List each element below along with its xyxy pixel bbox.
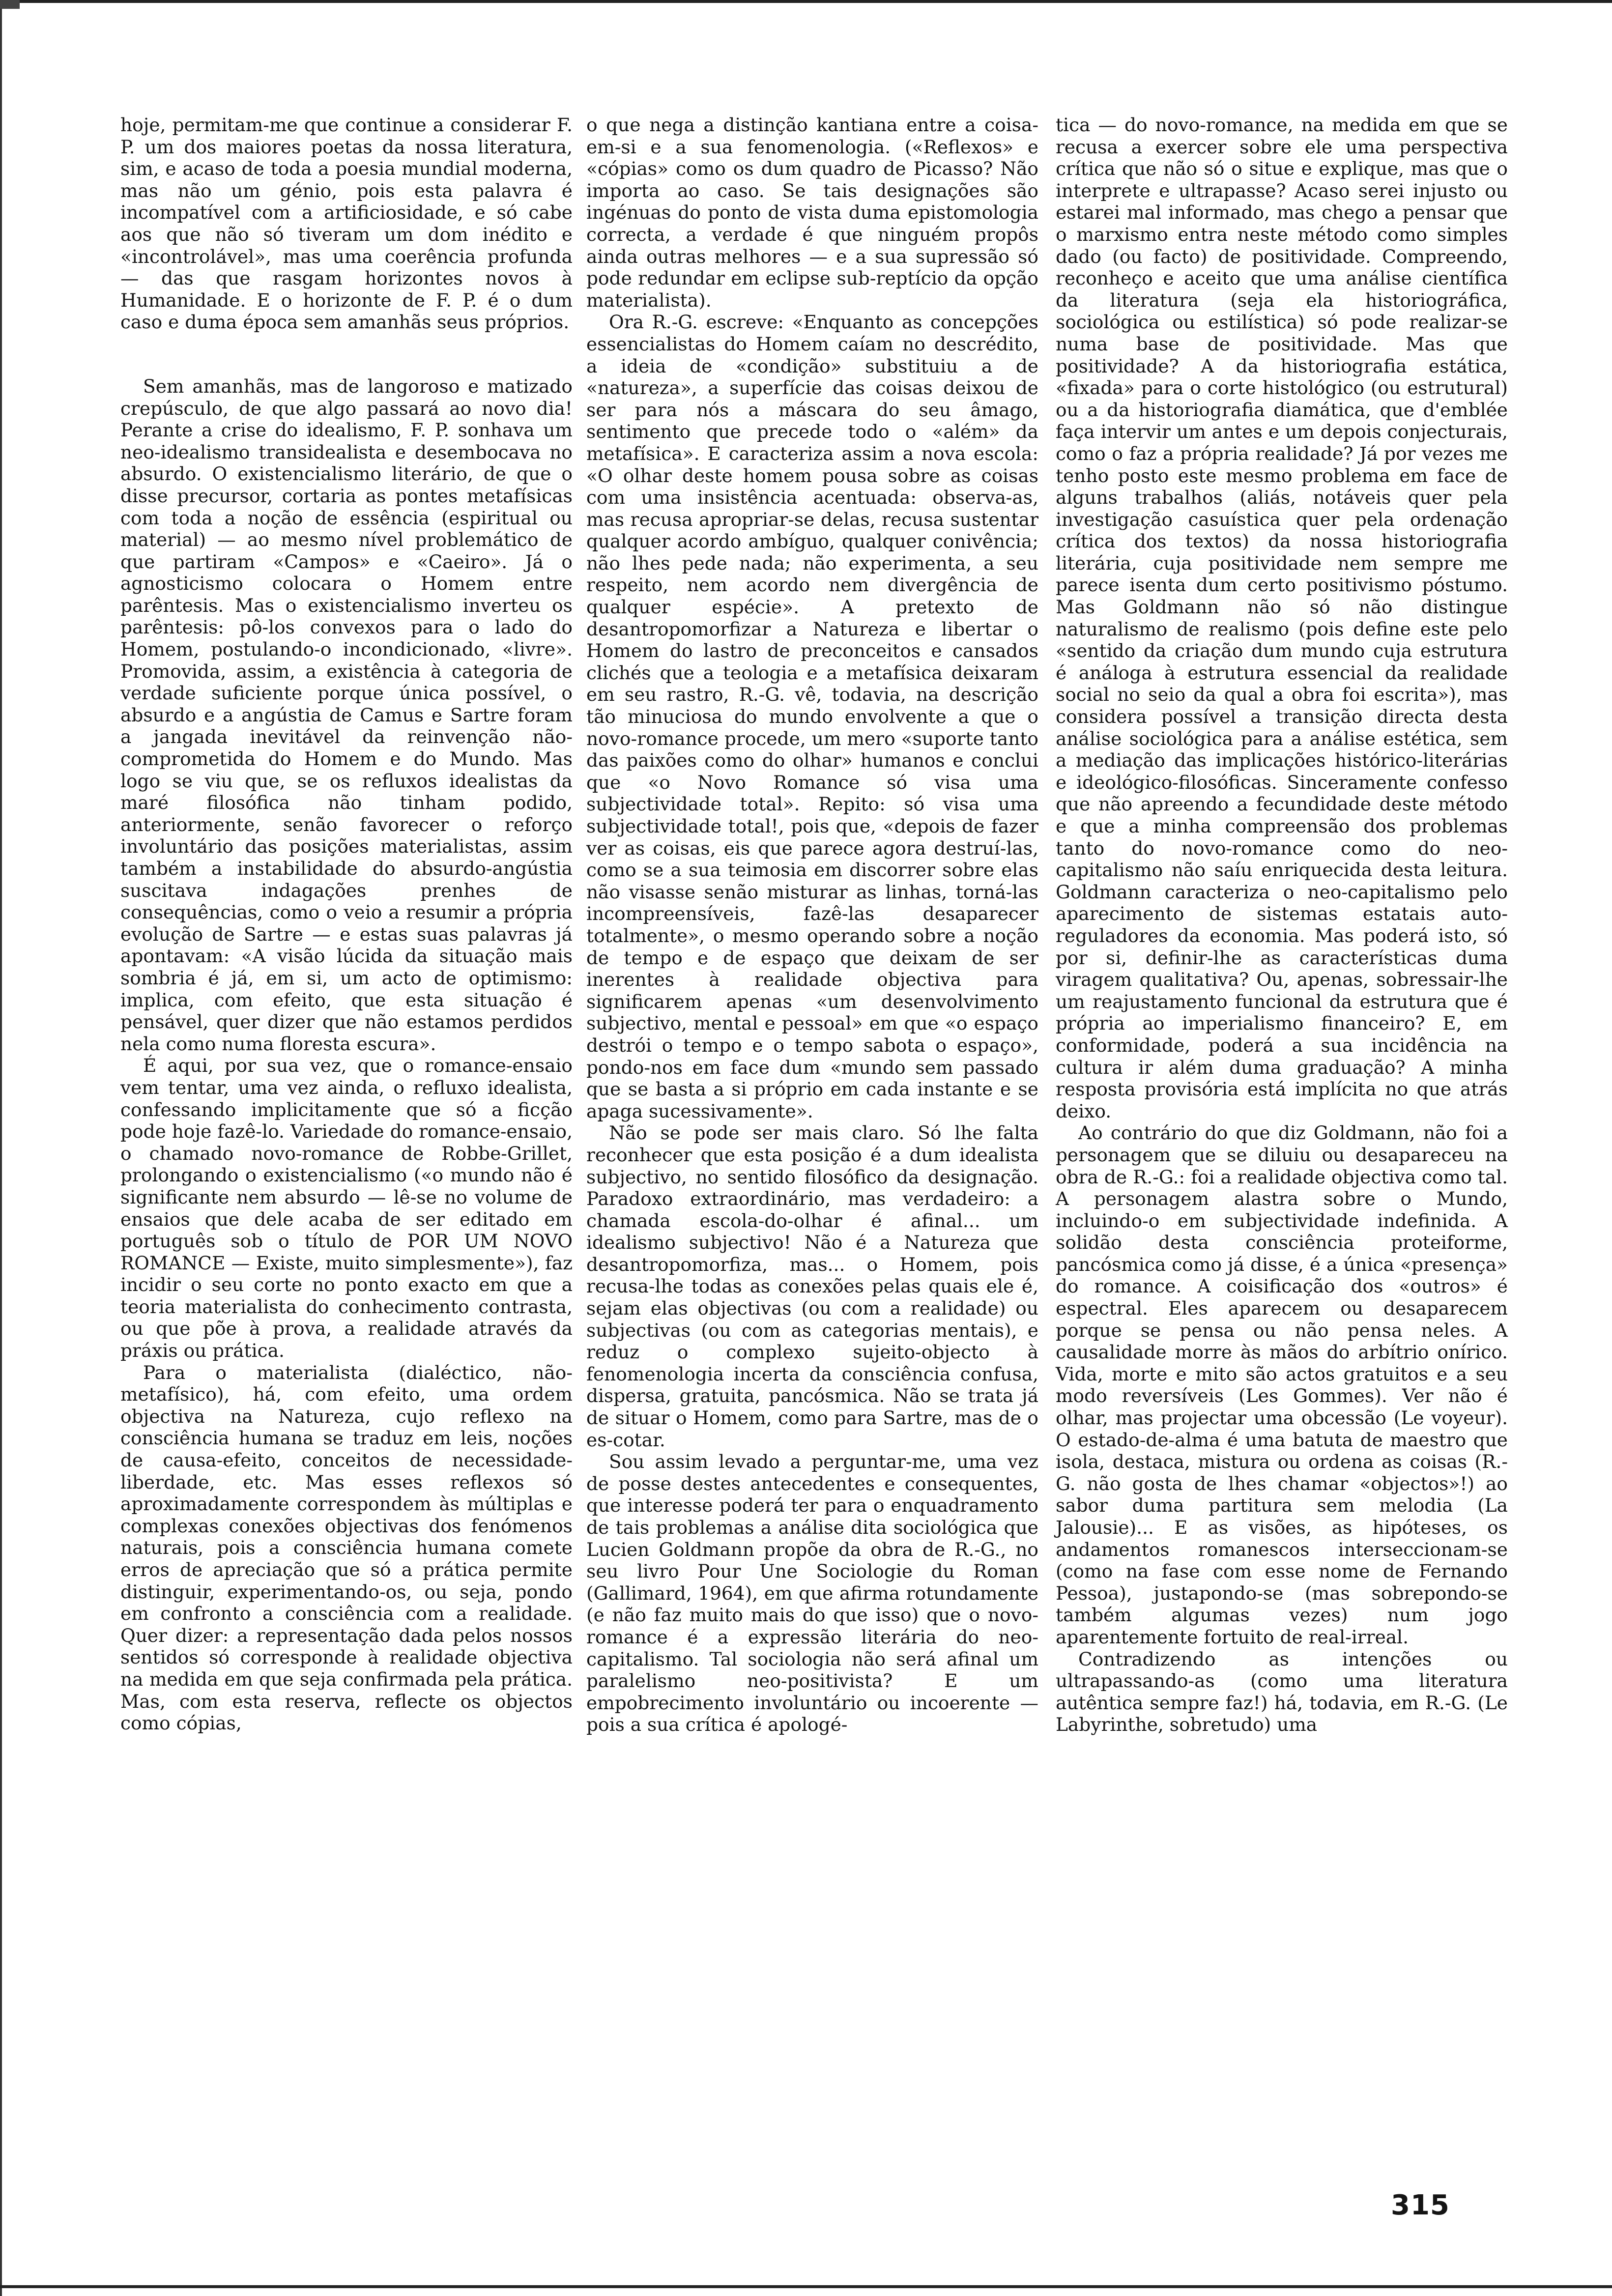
page-number: 315: [1391, 2189, 1450, 2221]
column-3-paragraph: tica — do novo-romance, na medida em que se recusa a exercer sobre ele uma perspectiva crítica que não só o situe e explique, mas que o interprete e ultrapasse? Acaso serei injusto ou estarei mal informado, mas chego a pensar que o marxismo entra neste método como simples dado (ou facto) de positividade. Compreendo, reconheço e aceito que uma análise científica da literatura (seja ela historiográfica, sociológica ou estilística) só pode realizar-se numa base de positividade. Mas que positividade? A da historiografia estática, «fixada» para o corte histológico (ou estrutural) ou a da historiografia diamática, que d'emblée faça intervir um antes e um depois conjecturais, como o faz a própria realidade? Já por vezes me tenho posto este mesmo problema em face de alguns trabalhos (aliás, notáveis quer pela investigação casuística quer pela ordenação crítica dos textos) da nossa historiografia literária, cuja positividade nem sempre me parece isenta dum certo positivismo póstumo. Mas Goldmann não só não distingue naturalismo de realismo (pois define este pelo «sentido da criação dum mundo cuja estrutura é análoga à estrutura essencial da realidade social no seio da qual a obra foi escrita»), mas considera possível a transição directa desta análise sociológica para a análise estética, sem a mediação das implicações histórico-literárias e ideológico-filosóficas. Sinceramente confesso que não apreendo a fecundidade deste método e que a minha compreensão dos problemas tanto do novo-romance como do neo-capitalismo não saíu enriquecida desta leitura. Goldmann caracteriza o neo-capitalismo pelo aparecimento de sistemas estatais auto-reguladores da economia. Mas poderá isto, só por si, definir-lhe as características duma viragem qualitativa? Ou, apenas, sobressair-lhe um reajustamento funcional da estrutura que é própria ao imperialismo financeiro? E, em conformidade, poderá a sua incidência na cultura ir além duma graduação? A minha resposta provisória está implícita no que atrás deixo.: [1056, 114, 1508, 1122]
column-1-paragraph: Para o materialista (dialéctico, não-metafísico), há, com efeito, uma ordem objectiva na Natureza, cujo reflexo na consciência humana se traduz em leis, noções de causa-efeito, conceitos de necessidade-liberdade, etc. Mas esses reflexos só aproximadamente correspondem às múltiplas e complexas conexões objectivas dos fenómenos naturais, pois a consciência humana comete erros de apreciação que só a prática permite distinguir, experimentando-os, ou seja, pondo em confronto a consciência com a realidade. Quer dizer: a representação dada pelos nossos sentidos só corresponde à realidade objectiva na medida em que seja confirmada pela prática. Mas, com esta reserva, reflecte os objectos como cópias,: [120, 1361, 573, 1734]
column-3-paragraph: Contradizendo as intenções ou ultrapassando-as (como uma literatura autêntica sempre faz!) há, todavia, em R.-G. (Le Labyrinthe, sobretudo) uma: [1056, 1648, 1508, 1736]
bottom-edge-rule: [0, 2285, 1612, 2288]
column-1-paragraph: Sem amanhãs, mas de langoroso e matizado crepúsculo, de que algo passará ao novo dia! Perante a crise do idealismo, F. P. sonhava um neo-idealismo transidealista e desembocava no absurdo. O existencialismo literário, de que o disse precursor, cortaria as pontes metafísicas com toda a noção de essência (espiritual ou material) — ao mesmo nível problemático de que partiram «Campos» e «Caeiro». Já o agnosticismo colocara o Homem entre parêntesis. Mas o existencialismo inverteu os parêntesis: pô-los convexos para o lado do Homem, postulando-o incondicionado, «livre». Promovida, assim, a existência à categoria de verdade suficiente porque única possível, o absurdo e a angústia de Camus e Sartre foram a jangada inevitável da reinvenção não-comprometida do Homem e do Mundo. Mas logo se viu que, se os refluxos idealistas da maré filosófica não tinham podido, anteriormente, senão favorecer o reforço involuntário das posições materialistas, assim também a instabilidade do absurdo-angústia suscitava indagações prenhes de consequências, como o veio a resumir a própria evolução de Sartre — e estas suas palavras já apontavam: «A visão lúcida da situação mais sombria é já, em si, um acto de optimismo: implica, com efeito, que esta situação é pensável, quer dizer que não estamos perdidos nela como numa floresta escura».: [120, 375, 573, 1055]
scan-edge-mark: [0, 0, 20, 9]
column-2-paragraph: Ora R.-G. escreve: «Enquanto as concepções essencialistas do Homem caíam no descrédito, a ideia de «condição» substituiu a de «natureza», a superfície das coisas deixou de ser para nós a máscara do seu âmago, sentimento que precede todo o «além» da metafísica». E caracteriza assim a nova escola: «O olhar deste homem pousa sobre as coisas com uma insistência acentuada: observa-as, mas recusa apropriar-se delas, recusa sustentar qualquer acordo ambíguo, qualquer conivência; não lhes pede nada; não experimenta, a seu respeito, nem acordo nem divergência de qualquer espécie». A pretexto de desantropomorfizar a Natureza e libertar o Homem do lastro de preconceitos e cansados clichés que a teologia e a metafísica deixaram em seu rastro, R.-G. vê, todavia, na descrição tão minuciosa do mundo envolvente a que o novo-romance procede, um mero «suporte tanto das paixões como do olhar» humanos e conclui que «o Novo Romance só visa uma subjectividade total». Repito: só visa uma subjectividade total!, pois que, «depois de fazer ver as coisas, eis que parece agora destruí-las, como se a sua teimosia em discorrer sobre elas não visasse senão misturar as linhas, torná-las incompreensíveis, fazê-las desaparecer totalmente», o mesmo operando sobre a noção de tempo e de espaço que deixam de ser inerentes à realidade objectiva para significarem apenas «um desenvolvimento subjectivo, mental e pessoal» em que «o espaço destrói o tempo e o tempo sabota o espaço», pondo-nos em face dum «mundo sem passado que se basta a si próprio em cada instante e se apaga sucessivamente».: [586, 311, 1038, 1122]
column-3-paragraph: Ao contrário do que diz Goldmann, não foi a personagem que se diluiu ou desapareceu na obra de R.-G.: foi a realidade objectiva como tal. A personagem alastra sobre o Mundo, incluindo-o em subjectividade indefinida. A solidão desta consciência proteiforme, pancósmica como já disse, é a única «presença» do romance. A coisificação dos «outros» é espectral. Eles aparecem ou desaparecem porque se pensa ou não pensa neles. A causalidade morre às mãos do arbítrio onírico. Vida, morte e mito são actos gratuitos e a seu modo reversíveis (Les Gommes). Ver não é olhar, mas projectar uma obcessão (Le voyeur). O estado-de-alma é uma batuta de maestro que isola, destaca, mistura ou ordena as coisas (R.-G. não gosta de lhes chamar «objectos»!) ao sabor duma partitura sem melodia (La Jalousie)... E as visões, as hipóteses, os andamentos romanescos interseccionam-se (como na fase com esse nome de Fernando Pessoa), justapondo-se (mas sobrepondo-se também algumas vezes) num jogo aparentemente fortuito de real-irreal.: [1056, 1122, 1508, 1648]
column-2-paragraph: Não se pode ser mais claro. Só lhe falta reconhecer que esta posição é a dum idealista subjectivo, no sentido filosófico da designação. Paradoxo extraordinário, mas verdadeiro: a chamada escola-do-olhar é afinal... um idealismo subjectivo! Não é a Natureza que desantropomorfiza, mas... o Homem, pois recusa-lhe todas as conexões pelas quais ele é, sejam elas objectivas (ou com a realidade) ou subjectivas (ou com as categorias mentais), e reduz o complexo sujeito-objecto à fenomenologia incerta da consciência confusa, dispersa, gratuita, pancósmica. Não se trata já de situar o Homem, como para Sartre, mas de o es-cotar.: [586, 1122, 1038, 1451]
column-1-paragraph: É aqui, por sua vez, que o romance-ensaio vem tentar, uma vez ainda, o refluxo idealista, confessando implicitamente que só a ficção pode hoje fazê-lo. Variedade do romance-ensaio, o chamado novo-romance de Robbe-Grillet, prolongando o existencialismo («o mundo não é significante nem absurdo — lê-se no volume de ensaios que dele acaba de ser editado em português sob o título de POR UM NOVO ROMANCE — Existe, muito simplesmente»), faz incidir o seu corte no ponto exacto em que a teoria materialista do conhecimento contrasta, ou que põe à prova, a realidade através da práxis ou prática.: [120, 1055, 573, 1362]
column-2-paragraph: o que nega a distinção kantiana entre a coisa-em-si e a sua fenomenologia. («Reflexos» e «cópias» como os dum quadro de Picasso? Não importa ao caso. Se tais designações são ingénuas do ponto de vista duma epistomologia correcta, a verdade é que ninguém propôs ainda outras melhores — e a sua supressão só pode redundar em eclipse sub-reptício da opção materialista).: [586, 114, 1038, 311]
column-1: [120, 114, 573, 1734]
column-2: [586, 114, 1038, 1736]
column-1-paragraph: hoje, permitam-me que continue a considerar F. P. um dos maiores poetas da nossa literatura, sim, e acaso de toda a poesia mundial moderna, mas não um génio, pois esta palavra é incompatível com a artificiosidade, e só cabe aos que não só tiveram um dom inédito e «incontrolável», mas uma coerência profunda — das que rasgam horizontes novos à Humanidade. E o horizonte de F. P. é o dum caso e duma época sem amanhãs seus próprios.: [120, 114, 573, 333]
column-3: [1056, 114, 1508, 1736]
column-2-paragraph: Sou assim levado a perguntar-me, uma vez de posse destes antecedentes e consequentes, que interesse poderá ter para o enquadramento de tais problemas a análise dita sociológica que Lucien Goldmann propõe da obra de R.-G., no seu livro Pour Une Sociologie du Roman (Gallimard, 1964), em que afirma rotundamente (e não faz muito mais do que isso) que o novo-romance é a expressão literária do neo-capitalismo. Tal sociologia não será afinal um paralelismo neo-positivista? E um empobrecimento involuntário ou incoerente — pois a sua crítica é apologé-: [586, 1451, 1038, 1736]
